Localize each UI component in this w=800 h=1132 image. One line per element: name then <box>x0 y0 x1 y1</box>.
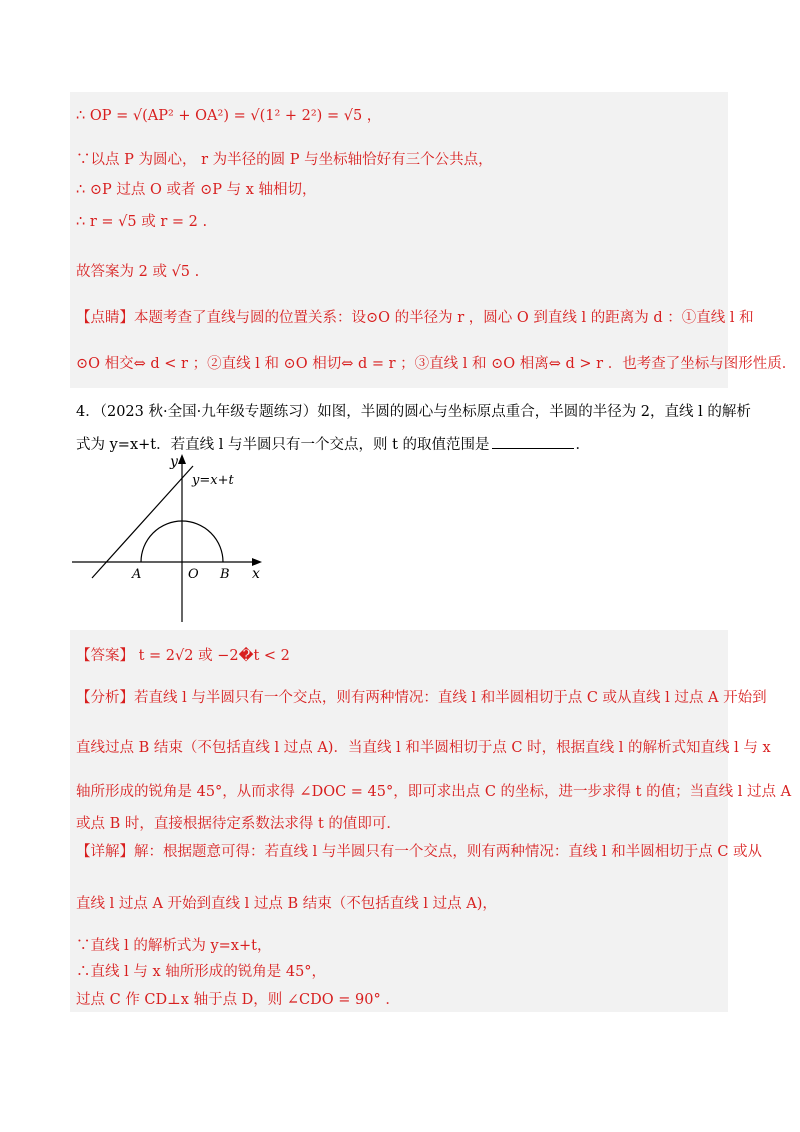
r-values-line: ∴ r = √5 或 r = 2 . <box>76 214 208 230</box>
line-label: y=x+t <box>192 473 234 488</box>
condition-line: ∵以点 P 为圆心， r 为半径的圆 P 与坐标轴恰好有三个公共点， <box>76 152 493 168</box>
x-axis-arrow <box>252 558 262 566</box>
question-line-1: 4．（2023 秋·全国·九年级专题练习）如图，半圆的圆心与坐标原点重合，半圆的半径为 2，直线 l 的解析 <box>76 404 751 420</box>
op-formula-text: ∴ OP = √(AP² + OA²) = √(1² + 2²) = √5 ， <box>76 108 382 124</box>
detail-line-2: 直线 l 过点 A 开始到直线 l 过点 B 结束（不包括直线 l 过点 A)， <box>76 896 497 912</box>
answer-blank <box>492 434 574 449</box>
detail-line-5: 过点 C 作 CD⊥x 轴于点 D，则 ∠CDO = 90° ． <box>76 992 400 1008</box>
question-end-mark: ． <box>575 437 591 453</box>
answer-line-bottom: 【答案】 t = 2√2 或 −2�t < 2 <box>76 648 290 664</box>
detail-line-4: ∴直线 l 与 x 轴所形成的锐角是 45°， <box>76 964 327 980</box>
x-axis-label: x <box>252 566 260 582</box>
detail-line-1: 【详解】解：根据题意可得：若直线 l 与半圆只有一个交点，则有两种情况：直线 l 和半圆相切于点 C 或从 <box>76 844 763 860</box>
point-a-label: A <box>132 567 142 582</box>
point-b-label: B <box>220 567 230 582</box>
case-line: ∴ ⊙P 过点 O 或者 ⊙P 与 x 轴相切， <box>76 182 317 198</box>
y-axis-arrow <box>178 454 186 464</box>
analysis-line-4: 或点 B 时，直接根据待定系数法求得 t 的值即可． <box>76 816 401 832</box>
question-line-2-text: 式为 y=x+t．若直线 l 与半圆只有一个交点，则 t 的取值范围是 <box>76 437 490 453</box>
comment-line-1: 【点睛】本题考查了直线与圆的位置关系：设⊙O 的半径为 r ，圆心 O 到直线 l 的距离为 d ：①直线 l 和 <box>76 310 754 326</box>
detail-line-3: ∵直线 l 的解析式为 y=x+t， <box>76 938 272 954</box>
analysis-line-2: 直线过点 B 结束（不包括直线 l 过点 A)．当直线 l 和半圆相切于点 C 时，根据直线 l 的解析式知直线 l 与 x <box>76 740 771 756</box>
analysis-line-1: 【分析】若直线 l 与半圆只有一个交点，则有两种情况：直线 l 和半圆相切于点 C 或从直线 l 过点 A 开始到 <box>76 690 767 706</box>
answer-line-top: 故答案为 2 或 √5 . <box>76 264 200 280</box>
coordinate-figure <box>0 452 800 632</box>
comment-line-2: ⊙O 相交⇔ d < r ；②直线 l 和 ⊙O 相切⇔ d = r ；③直线 l 和 ⊙O 相离⇔ d > r ．也考查了坐标与图形性质． <box>76 356 797 372</box>
point-o-label: O <box>188 567 199 582</box>
analysis-line-3: 轴所形成的锐角是 45°，从而求得 ∠DOC = 45°，即可求出点 C 的坐标，进一步求得 t 的值；当直线 l 过点 A <box>76 784 792 800</box>
y-axis-label: y <box>170 454 178 470</box>
line-y-x-t <box>92 466 193 578</box>
op-formula <box>76 106 381 126</box>
solution-block-top <box>70 92 728 388</box>
